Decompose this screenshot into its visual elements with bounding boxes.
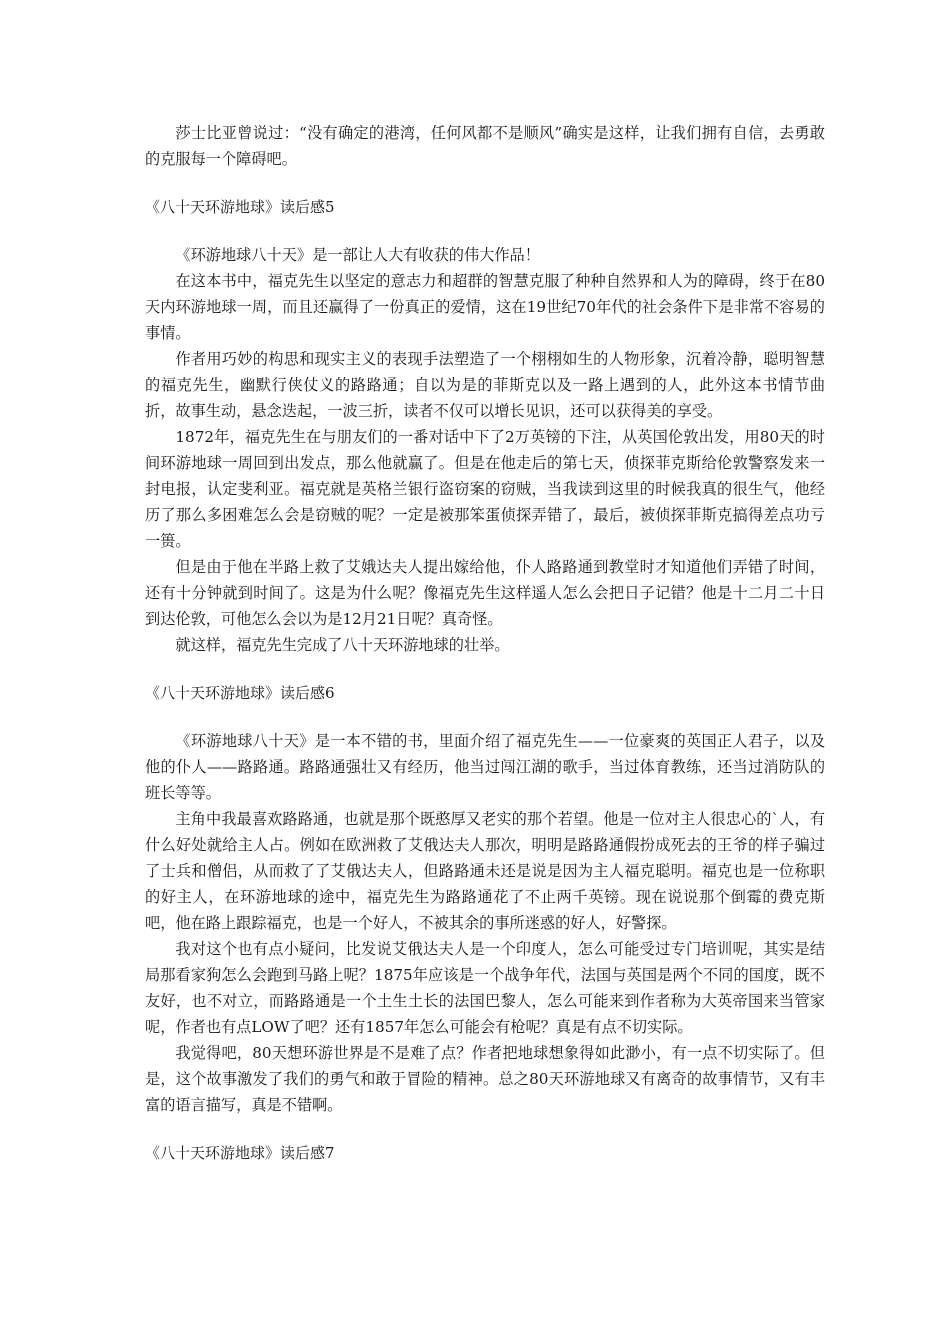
paragraph: 我对这个也有点小疑问，比发说艾俄达夫人是一个印度人，怎么可能受过专门培训呢，其实是结局那看家狗怎么会跑到马路上呢？1875年应该是一个战争年代，法国与英国是两个不同的国度，既不友好，也不对立，而路路通是一个土生土长的法国巴黎人，怎么可能来到作者称为大英帝国来当管家呢，作者也有点LOW了吧？还有1857年怎么可能会有枪呢？真是有点不切实际。	[145, 940, 825, 1036]
paragraph: 莎士比亚曾说过：“没有确定的港湾，任何风都不是顺风”确实是这样，让我们拥有自信，去勇敢的克服每一个障碍吧。	[145, 124, 825, 168]
document-page	[145, 120, 825, 1166]
paragraph: 作者用巧妙的构思和现实主义的表现手法塑造了一个栩栩如生的人物形象，沉着冷静，聪明智慧的福克先生，幽默行侠仗义的路路通；自以为是的菲斯克以及一路上遇到的人，此外这本书情节曲折，故事生动，悬念迭起，一波三折，读者不仅可以增长见识，还可以获得美的享受。	[145, 350, 825, 420]
paragraph: 《环游地球八十天》是一本不错的书，里面介绍了福克先生——一位豪爽的英国正人君子，以及他的仆人——路路通。路路通强壮又有经历，他当过闯江湖的歌手，当过体育教练，还当过消防队的班长等等。	[145, 732, 825, 802]
paragraph: 但是由于他在半路上救了艾娥达夫人提出嫁给他，仆人路路通到教堂时才知道他们弄错了时间，还有十分钟就到时间了。这是为什么呢？像福克先生这样遥人怎么会把日子记错？他是十二月二十日到达伦敦，可他怎么会以为是12月21日呢？真奇怪。	[145, 558, 825, 628]
section-title-5: 《八十天环游地球》读后感5	[145, 198, 335, 216]
section-title-6: 《八十天环游地球》读后感6	[145, 684, 335, 702]
paragraph: 我觉得吧，80天想环游世界是不是难了点？作者把地球想象得如此渺小，有一点不切实际了。但是，这个故事激发了我们的勇气和敢于冒险的精神。总之80天环游地球又有离奇的故事情节，又有丰富的语言描写，真是不错啊。	[145, 1044, 825, 1114]
paragraph: 主角中我最喜欢路路通，也就是那个既憨厚又老实的那个若望。他是一位对主人很忠心的`人，有什么好处就给主人占。例如在欧洲救了艾俄达夫人那次，明明是路路通假扮成死去的王爷的样子骗过了士兵和僧侣，从而救了了艾俄达夫人，但路路通未还是说是因为主人福克聪明。福克也是一位称职的好主人，在环游地球的途中，福克先生为路路通花了不止两千英镑。现在说说那个倒霉的费克斯吧，他在路上跟踪福克，也是一个好人，不被其余的事所迷惑的好人，好警探。	[145, 810, 825, 932]
section-title-7: 《八十天环游地球》读后感7	[145, 1144, 335, 1162]
paragraph: 在这本书中，福克先生以坚定的意志力和超群的智慧克服了种种自然界和人为的障碍，终于在80天内环游地球一周，而且还赢得了一份真正的爱情，这在19世纪70年代的社会条件下是非常不容易的事情。	[145, 272, 825, 342]
paragraph: 1872年，福克先生在与朋友们的一番对话中下了2万英镑的下注，从英国伦敦出发，用80天的时间环游地球一周回到出发点，那么他就赢了。但是在他走后的第七天，侦探菲克斯给伦敦警察发来一封电报，认定斐利亚。福克就是英格兰银行盗窃案的窃贼，当我读到这里的时候我真的很生气，他经历了那么多困难怎么会是窃贼的呢？一定是被那笨蛋侦探弄错了，最后，被侦探菲斯克搞得差点功亏一篑。	[145, 428, 825, 550]
paragraph: 就这样，福克先生完成了八十天环游地球的壮举。	[175, 636, 510, 654]
paragraph: 《环游地球八十天》是一部让人大有收获的伟大作品！	[175, 246, 540, 264]
